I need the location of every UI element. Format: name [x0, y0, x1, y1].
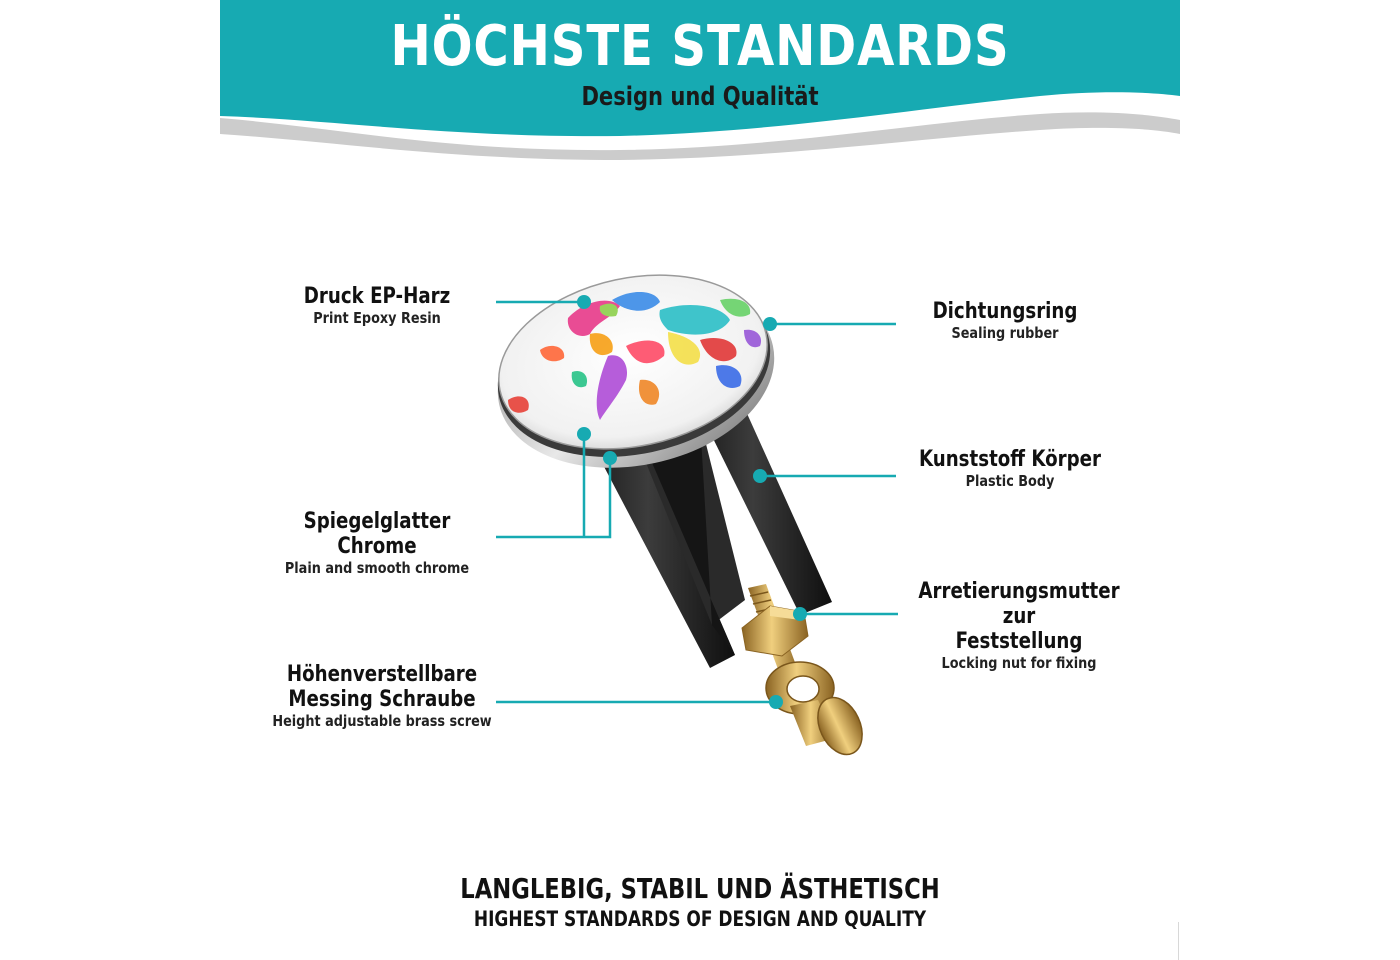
callout-nut-subtitle: Locking nut for fixing — [941, 654, 1097, 672]
callout-nut — [889, 579, 1149, 673]
callout-screw-title-line1: Höhenverstellbare — [286, 662, 478, 687]
callout-resin-title: Druck EP-Harz — [303, 284, 451, 309]
callout-dot-chrome-a — [577, 427, 591, 441]
callout-dot-nut — [793, 607, 807, 621]
callout-body-subtitle: Plastic Body — [965, 472, 1055, 490]
page-subtitle: Design und Qualität — [581, 82, 819, 112]
callout-dot-screw — [769, 695, 783, 709]
callout-chrome-subtitle: Plain and smooth chrome — [284, 559, 470, 577]
callout-body-title: Kunststoff Körper — [918, 447, 1102, 472]
callout-dot-body — [753, 469, 767, 483]
footer — [0, 872, 1400, 932]
callout-screw-subtitle: Height adjustable brass screw — [272, 712, 492, 730]
callout-sealing-title: Dichtungsring — [932, 299, 1078, 324]
callout-resin-subtitle: Print Epoxy Resin — [313, 309, 441, 327]
callout-body — [890, 447, 1130, 491]
callout-nut-title-line2: Feststellung — [955, 629, 1083, 654]
callout-resin — [277, 284, 477, 328]
callout-chrome-title: Spiegelglatter Chrome — [303, 509, 451, 559]
callout-sealing-subtitle: Sealing rubber — [951, 324, 1059, 342]
footer-tagline: HIGHEST STANDARDS OF DESIGN AND QUALITY — [473, 907, 927, 931]
callout-dot-chrome-b — [603, 451, 617, 465]
callout-chrome — [252, 509, 502, 578]
callout-screw-title-line2: Messing Schraube — [288, 687, 476, 712]
callout-sealing — [895, 299, 1115, 343]
callout-screw — [252, 662, 512, 731]
page-title: HÖCHSTE STANDARDS — [390, 14, 1010, 79]
callout-nut-title-line1: Arretierungsmutter zur — [918, 579, 1120, 629]
footer-headline: LANGLEBIG, STABIL UND ÄSTHETISCH — [460, 872, 940, 905]
callout-dot-resin — [577, 295, 591, 309]
edge-divider — [1178, 922, 1179, 960]
callout-dot-sealing — [763, 317, 777, 331]
